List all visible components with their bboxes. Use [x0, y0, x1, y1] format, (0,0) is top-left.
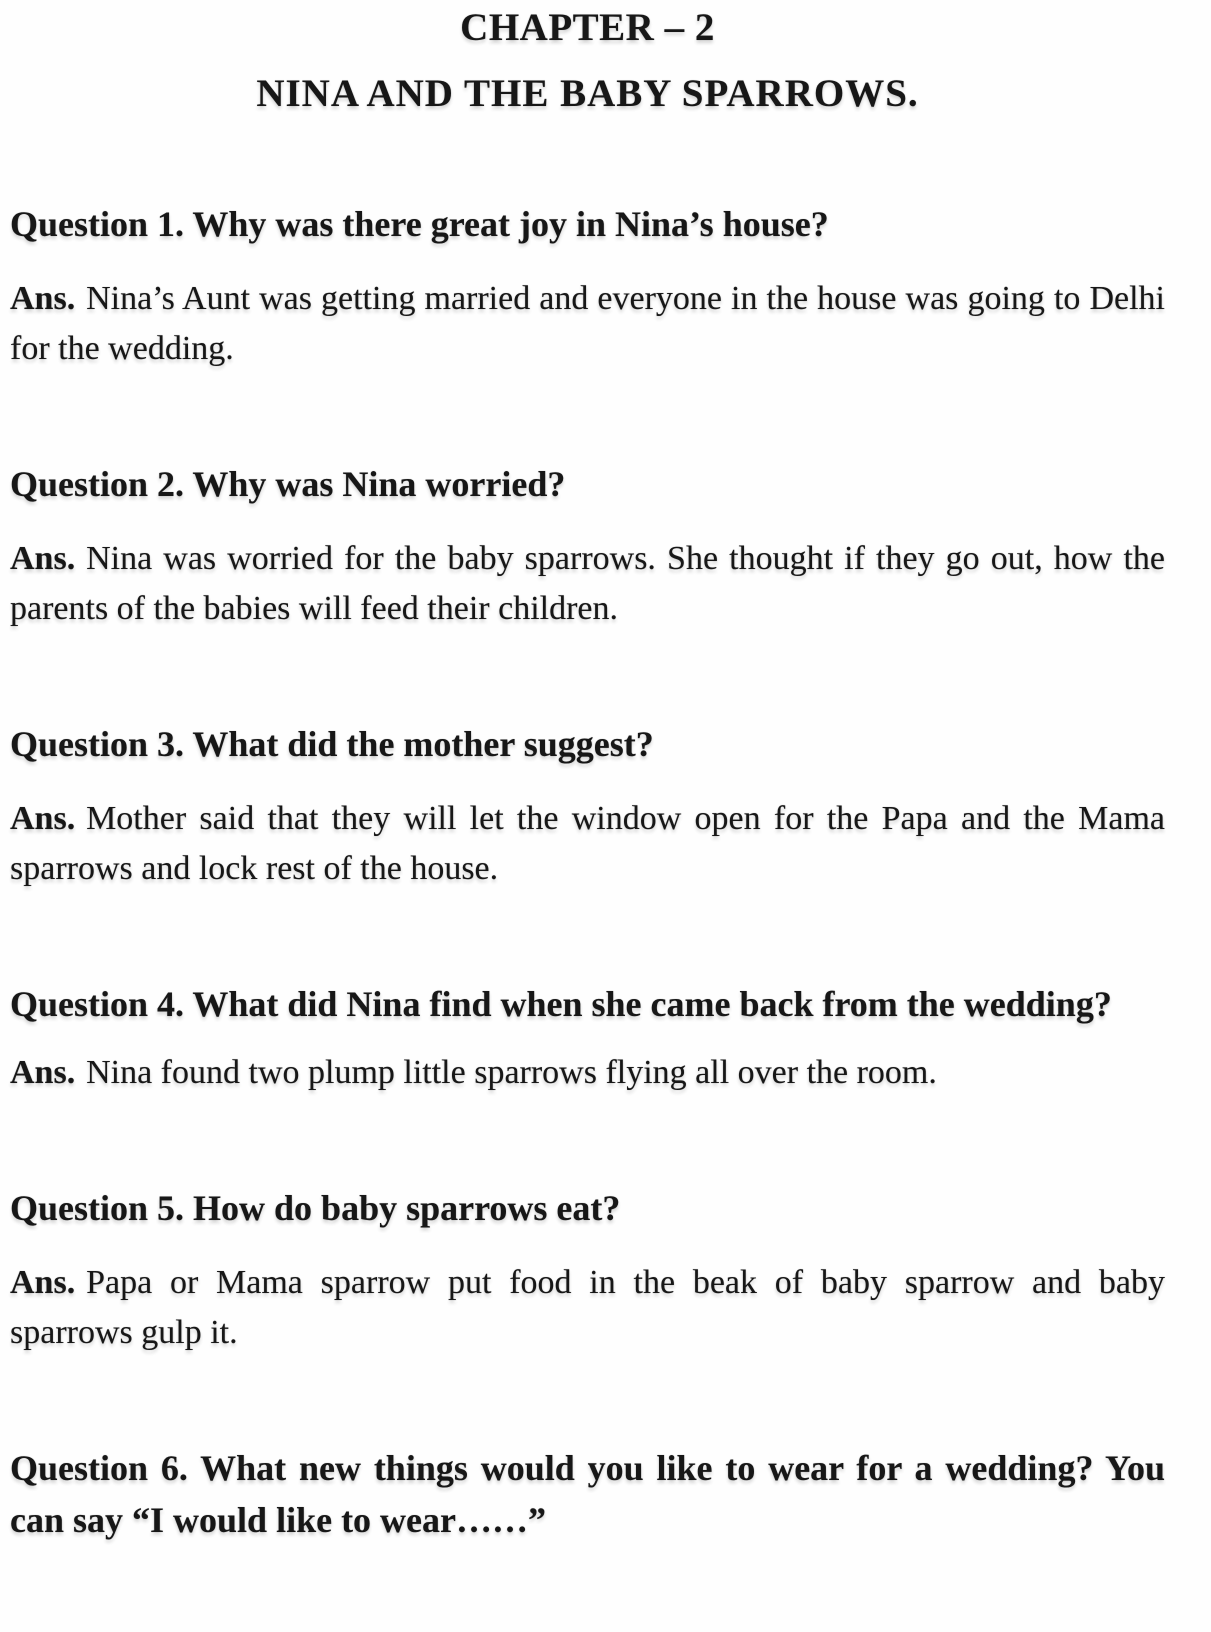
- answer-3: [10, 794, 1165, 894]
- answer-4-label: Ans.: [10, 1054, 76, 1091]
- answer-2-label: Ans.: [10, 540, 76, 577]
- answer-1: [10, 274, 1165, 374]
- answer-4: [10, 1048, 1165, 1098]
- question-2: Question 2. Why was Nina worried?: [10, 464, 566, 504]
- answer-4-text: Nina found two plump little sparrows flying all over the room.: [86, 1054, 937, 1091]
- answer-2-text: Nina was worried for the baby sparrows. She thought if they go out, how the parents of the babies will feed their children.: [10, 540, 1165, 627]
- question-4: Question 4. What did Nina find when she came back from the wedding?: [10, 984, 1112, 1024]
- chapter-title: NINA AND THE BABY SPARROWS.: [256, 72, 919, 115]
- chapter-label: CHAPTER – 2: [460, 6, 715, 49]
- answer-5-text: Papa or Mama sparrow put food in the beak of baby sparrow and baby sparrows gulp it.: [10, 1264, 1165, 1351]
- question-1: Question 1. Why was there great joy in Nina’s house?: [10, 204, 829, 244]
- answer-5: [10, 1258, 1165, 1358]
- answer-2: [10, 534, 1165, 634]
- question-3: Question 3. What did the mother suggest?: [10, 724, 654, 764]
- answer-3-label: Ans.: [10, 800, 76, 837]
- answer-5-label: Ans.: [10, 1264, 76, 1301]
- answer-1-label: Ans.: [10, 280, 76, 317]
- answer-3-text: Mother said that they will let the window open for the Papa and the Mama sparrows and lock rest of the house.: [10, 800, 1165, 887]
- answer-1-text: Nina’s Aunt was getting married and everyone in the house was going to Delhi for the wedding.: [10, 280, 1165, 367]
- question-5: Question 5. How do baby sparrows eat?: [10, 1188, 621, 1228]
- question-6: Question 6. What new things would you like to wear for a wedding? You can say “I would like to wear……”: [10, 1448, 1165, 1540]
